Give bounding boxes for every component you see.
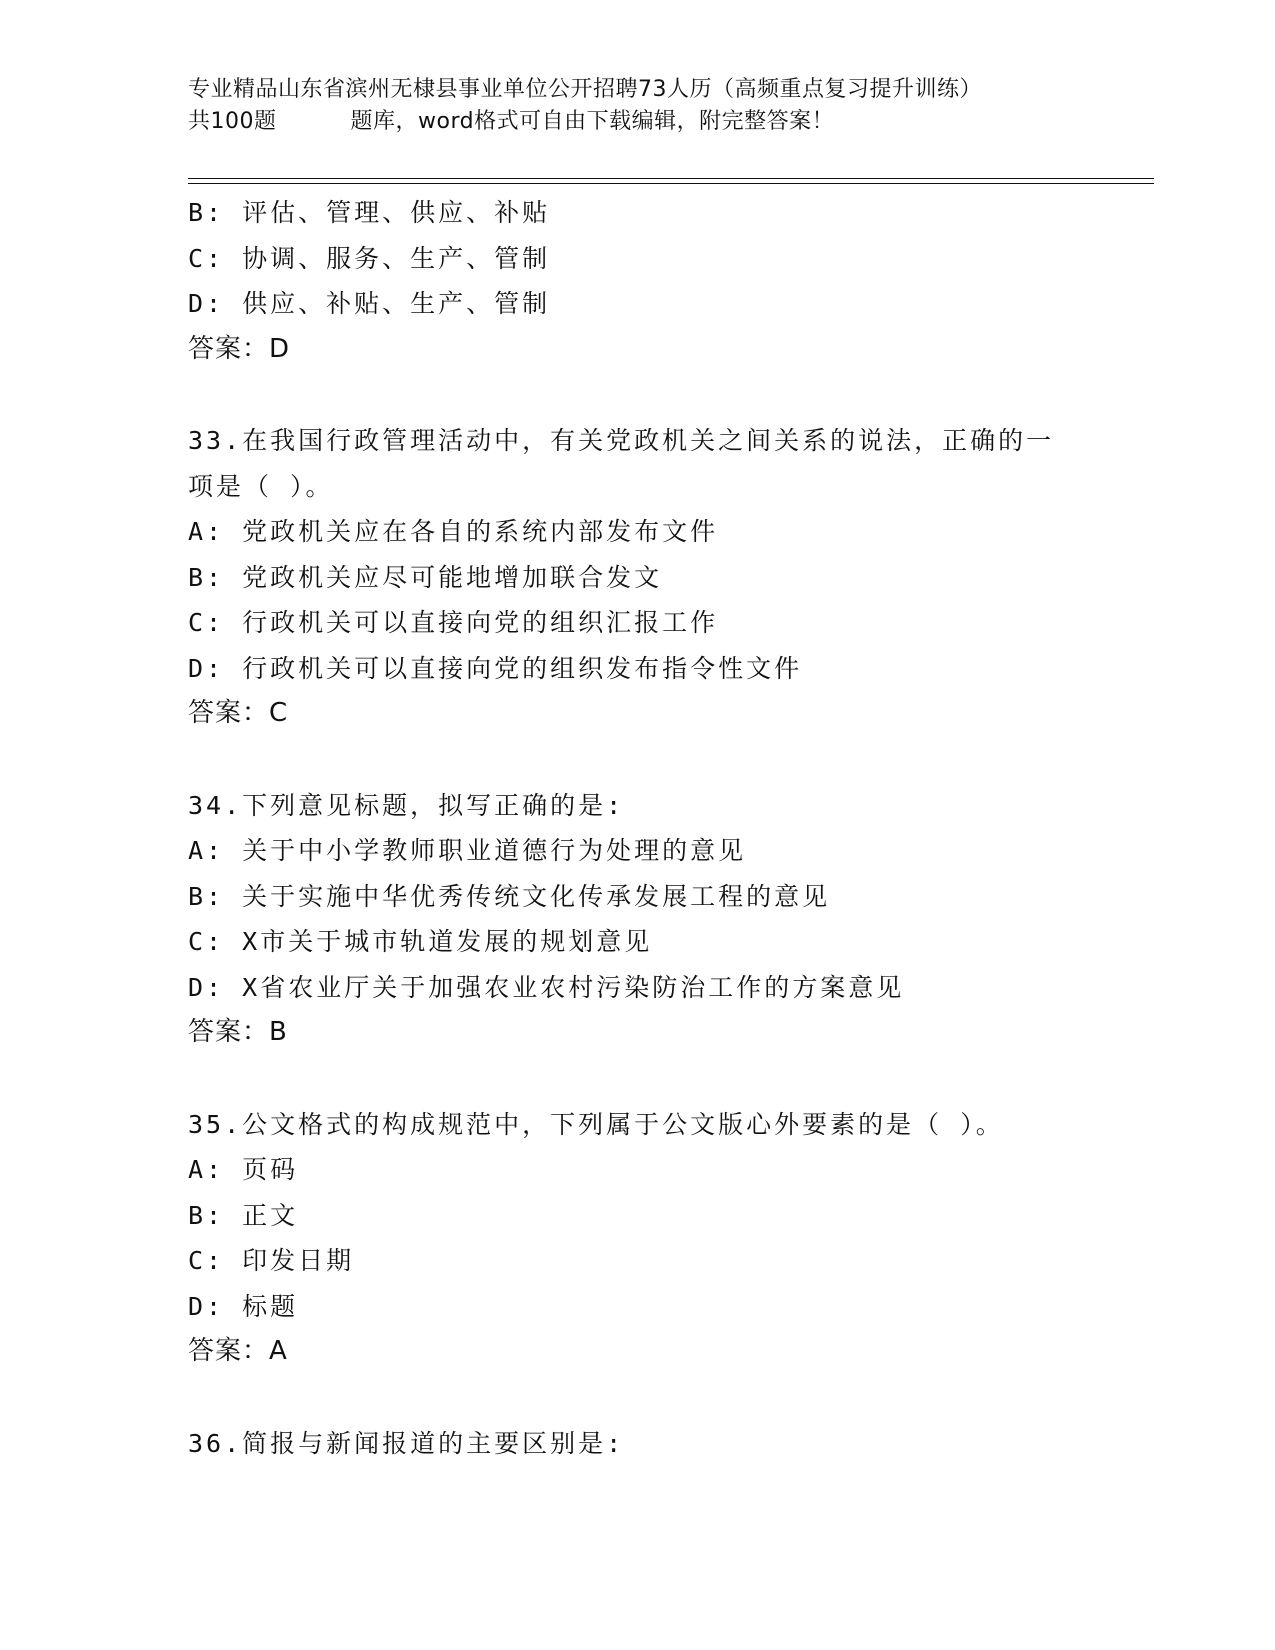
header-description: 题库，word格式可自由下载编辑，附完整答案！ xyxy=(350,109,835,134)
option-d: D: X省农业厅关于加强农业农村污染防治工作的方案意见 xyxy=(188,972,905,1002)
question-stem-continued: 项是（ ）。 xyxy=(188,471,334,501)
option-b: B: 关于实施中华优秀传统文化传承发展工程的意见 xyxy=(188,881,831,911)
question-stem: 33.在我国行政管理活动中，有关党政机关之间关系的说法，正确的一 xyxy=(188,426,1055,455)
option-a: A: 党政机关应在各自的系统内部发布文件 xyxy=(188,517,719,546)
answer-line: 答案：B xyxy=(188,1017,288,1047)
answer-line: 答案：C xyxy=(188,698,289,728)
header-subtitle-line xyxy=(188,106,1068,138)
answer-line: 答案：D xyxy=(188,333,291,364)
option-a: A: 关于中小学教师职业道德行为处理的意见 xyxy=(188,836,747,865)
question-separator xyxy=(188,1375,1128,1421)
option-a: A: 页码 xyxy=(188,1155,299,1184)
question-list xyxy=(188,190,1128,1466)
question-block-36 xyxy=(188,1421,1128,1467)
header-divider-top xyxy=(188,178,1154,179)
question-stem: 34.下列意见标题，拟写正确的是: xyxy=(188,790,625,820)
answer-line: 答案：A xyxy=(188,1336,288,1366)
question-separator xyxy=(188,1056,1128,1102)
option-d: D: 供应、补贴、生产、管制 xyxy=(188,289,551,318)
option-c: C: 印发日期 xyxy=(188,1246,355,1275)
option-c: C: 协调、服务、生产、管制 xyxy=(188,243,551,273)
option-d: D: 标题 xyxy=(188,1291,299,1321)
option-b: B: 党政机关应尽可能地增加联合发文 xyxy=(188,562,663,592)
question-block-continued xyxy=(188,190,1128,372)
header-divider-bottom xyxy=(188,183,1154,184)
option-b: B: 正文 xyxy=(188,1200,299,1230)
header-title-line: 专业精品山东省滨州无棣县事业单位公开招聘73人历（高频重点复习提升训练） xyxy=(188,77,982,102)
question-stem: 36.简报与新闻报道的主要区别是: xyxy=(188,1428,625,1458)
question-separator xyxy=(188,372,1128,418)
header-question-count: 共100题 xyxy=(188,109,277,134)
option-b: B: 评估、管理、供应、补贴 xyxy=(188,198,551,227)
option-c: C: X市关于城市轨道发展的规划意见 xyxy=(188,927,653,956)
question-block-35 xyxy=(188,1102,1128,1375)
document-header xyxy=(188,74,1068,138)
option-d: D: 行政机关可以直接向党的组织发布指令性文件 xyxy=(188,653,803,683)
question-block-33 xyxy=(188,418,1128,737)
question-stem: 35.公文格式的构成规范中，下列属于公文版心外要素的是（ ）。 xyxy=(188,1109,1004,1139)
option-c: C: 行政机关可以直接向党的组织汇报工作 xyxy=(188,608,719,637)
question-block-34 xyxy=(188,783,1128,1056)
question-separator xyxy=(188,737,1128,783)
